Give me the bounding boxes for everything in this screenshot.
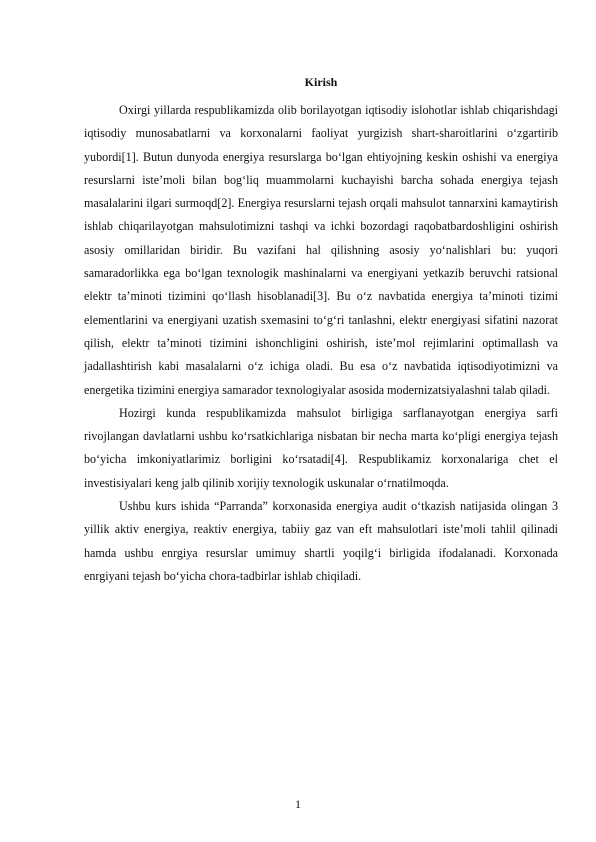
page-number: 1	[295, 797, 301, 811]
document-body	[84, 74, 558, 588]
paragraph-intro: Oxirgi yillarda respublikamizda olib borilayotgan iqtisodiy islohotlar ishlab chiqarishdagi iqtisodiy munosabatlarni va korxonalarni faoliyat yurgizish shart-sharoitlarini o‘zgartirib yubordi[1]. Butun dunyoda energiya resurslarga bo‘lgan ehtiyojning keskin oshishi va energiya resurslarni iste’moli bilan bog‘liq muammolarni kuchayishi barcha sohada energiya tejash masalalarini ilgari surmoqd[2]. Energiya resurslarni tejash orqali mahsulot tannarxini kamaytirish ishlab chiqarilayotgan mahsulotimizni tashqi va ichki bozordagi raqobatbardoshligini oshirish asosiy omillaridan biridir. Bu vazifani hal qilishning asosiy yo‘nalishlari bu: yuqori samaradorlikka ega bo‘lgan texnologik mashinalarni va energiyani yetkazib beruvchi ratsional elektr ta’minoti tizimini qo‘llash hisoblanadi[3]. Bu o‘z navbatida energiya ta’minoti tizimi elementlarini va energiyani uzatish sxemasini to‘g‘ri tanlashni, elektr energiyasi sifatini nazorat qilish, elektr ta’minoti tizimini ishonchligini oshirish, iste’mol rejimlarini optimallash va jadallashtirish kabi masalalarni o‘z ichiga oladi. Bu esa o‘z navbatida iqtisodiyotimizni va energetika tizimini energiya samarador texnologiyalar asosida modernizatsiyalashni talab qiladi.	[84, 103, 558, 397]
section-heading: Kirish	[304, 75, 338, 89]
paragraph-current-state: Hozirgi kunda respublikamizda mahsulot birligiga sarflanayotgan energiya sarfi rivojlangan davlatlarni ushbu ko‘rsatkichlariga nisbatan bir necha marta ko‘pligi energiya tejash bo‘yicha imkoniyatlarimiz borligini ko‘rsatadi[4]. Respublikamiz korxonalariga chet el investisiyalari keng jalb qilinib xorijiy texnologik uskunalar o‘rnatilmoqda.	[84, 405, 558, 490]
paragraph-course-work: Ushbu kurs ishida “Parranda” korxonasida energiya audit o‘tkazish natijasida olingan 3 yillik aktiv energiya, reaktiv energiya, tabiiy gaz van eft mahsulotlari iste’moli tahlil qilinadi hamda ushbu enrgiya resurslar umimuy shartli yoqilg‘i birligida ifodalanadi. Korxonada enrgiyani tejash bo‘yicha chora-tadbirlar ishlab chiqiladi.	[84, 499, 558, 583]
